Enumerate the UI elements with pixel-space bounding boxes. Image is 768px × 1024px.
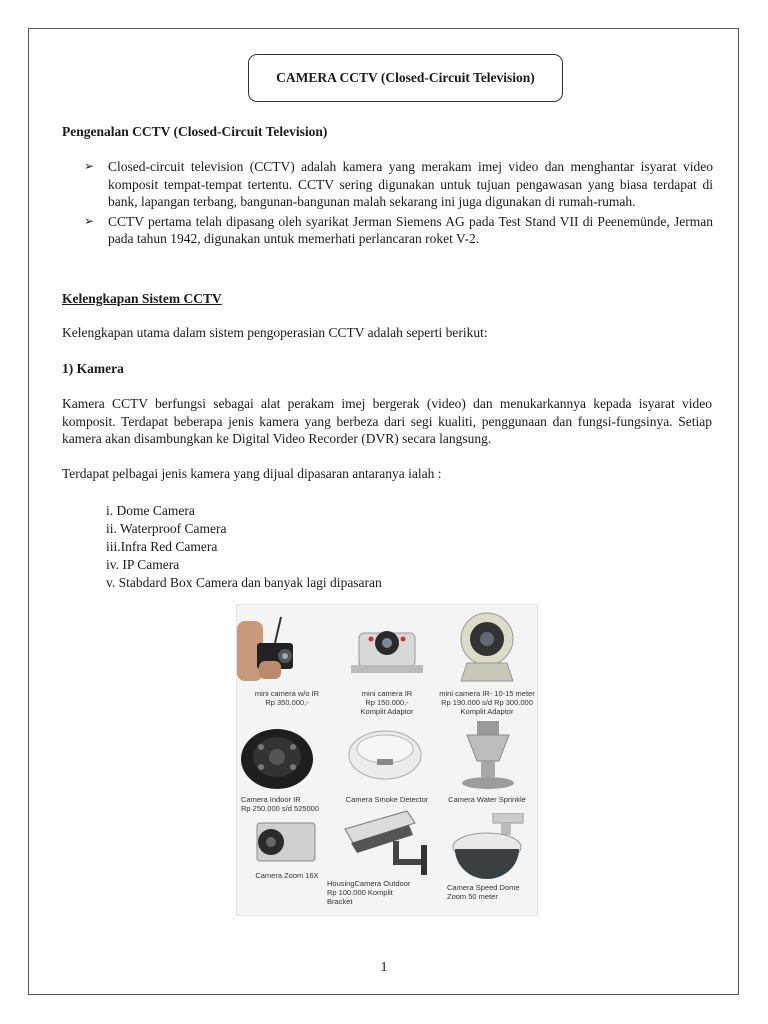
list-item: iii.Infra Red Camera [106, 539, 218, 554]
bullet-item: ➢ CCTV pertama telah dipasang oleh syarikat Jerman Siemens AG pada Test Stand VII di Peenemünde, Jerman pada tahun 1942, digunakan untuk memerhati perlancaran roket V-2. [84, 213, 713, 246]
bullet-item: ➢ Closed-circuit television (CCTV) adalah kamera yang merakam imej video dan menghantar isyarat video komposit tempat-tempat tertentu. CCTV sering digunakan untuk tujuan pengawasan yang biasa terdapat di bank, lapangan terbang, bangunan-bangunan malah sekarang ini juga digunakan di rumah-rumah. [84, 159, 713, 209]
section-heading: Kelengkapan Sistem CCTV [62, 291, 222, 306]
camera-smoke-detector-image [337, 717, 437, 793]
photo-housing-camera-outdoor [327, 805, 437, 908]
mini-camera-ir-meter-image [437, 607, 537, 687]
caption: Camera Speed Dome Zoom 50 meter [447, 883, 520, 901]
camera-water-sprinkle-image [437, 717, 537, 793]
photo-mini-camera-ir-meter [437, 607, 537, 716]
caption: Camera Water Sprinkle [448, 795, 526, 804]
camera-zoom-image [237, 813, 337, 873]
intro-heading: Pengenalan CCTV (Closed-Circuit Television) [62, 124, 328, 139]
list-item: i. Dome Camera [106, 503, 195, 518]
caption: Camera Indoor IR Rp 250.000 s/d 525000 [241, 795, 319, 813]
photo-camera-speed-dome [437, 813, 537, 916]
section-intro: Kelengkapan utama dalam sistem pengoperasian CCTV adalah seperti berikut: [62, 325, 488, 340]
caption: Camera Smoke Detector [345, 795, 429, 804]
kamera-paragraph: Kamera CCTV berfungsi sebagai alat perakam imej bergerak (video) dan menukarkannya kepada isyarat video komposit. Terdapat beberapa jenis kamera yang berbeza dari segi kualiti, penggunaan dan fungsi-fungsinya. Setiap kamera akan disambungkan ke Digital Video Recorder (DVR) secara langsung. [62, 396, 712, 446]
arrow-bullet-icon: ➢ [84, 159, 95, 173]
caption: mini camera w/o IR Rp 350.000,- [254, 689, 320, 707]
caption: mini camera IR Rp 150.000,- Komplit Adaptor [360, 689, 414, 716]
housing-camera-outdoor-image [337, 805, 437, 877]
photo-camera-water-sprinkle [437, 717, 537, 820]
list-item: ii. Waterproof Camera [106, 521, 227, 536]
intro-bullets [84, 158, 713, 248]
page-title: CAMERA CCTV (Closed-Circuit Television) [248, 54, 563, 102]
photo-mini-camera [237, 607, 337, 710]
photo-camera-zoom [237, 813, 337, 916]
mini-camera-ir-image [337, 607, 437, 687]
mini-camera-image [237, 607, 337, 687]
caption: HousingCamera Outdoor Rp 100.000 Komplit Bracket [327, 879, 411, 906]
sub-heading: 1) Kamera [62, 361, 124, 376]
list-item: iv. IP Camera [106, 557, 180, 572]
list-item: v. Stabdard Box Camera dan banyak lagi dipasaran [106, 575, 382, 590]
photo-mini-camera-ir [337, 607, 437, 716]
arrow-bullet-icon: ➢ [84, 213, 95, 228]
page-number: 1 [380, 960, 388, 975]
camera-photo-collage [236, 604, 538, 916]
camera-indoor-ir-image [237, 717, 337, 793]
caption: mini camera IR- 10-15 meter Rp 190.000 s/d Rp 300.000 Komplit Adaptor [439, 689, 535, 716]
camera-types-list [106, 502, 382, 592]
caption: Camera Zoom 16X [255, 871, 319, 880]
types-intro: Terdapat pelbagai jenis kamera yang dijual dipasaran antaranya ialah : [62, 466, 442, 481]
camera-speed-dome-image [437, 813, 537, 883]
photo-camera-indoor-ir [237, 717, 337, 820]
